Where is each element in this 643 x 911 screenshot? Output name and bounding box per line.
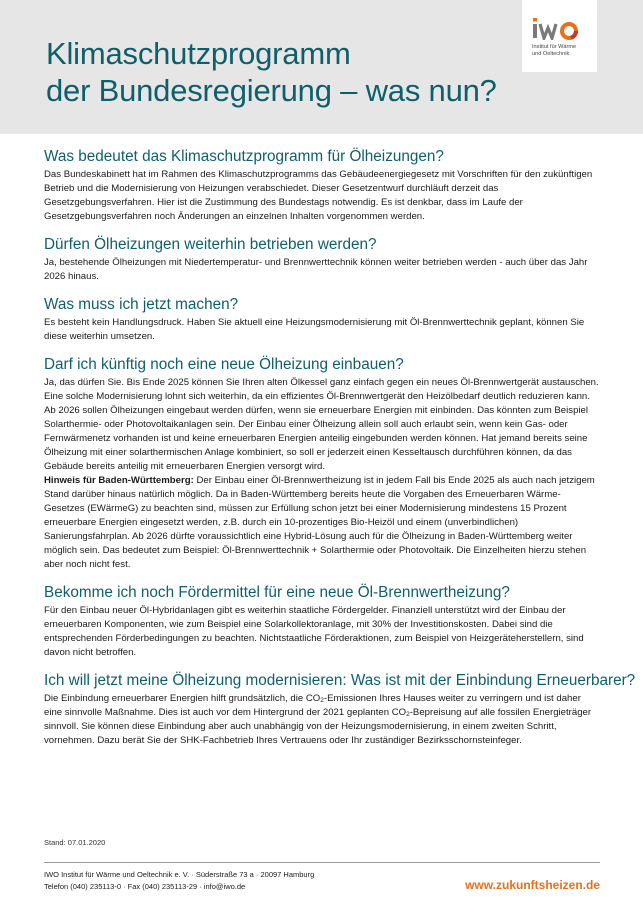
section-was-machen <box>44 296 600 344</box>
section-text: Ja, das dürfen Sie. Bis Ende 2025 können Sie Ihren alten Ölkessel ganz einfach gegen ein neues Öl-Brennwertgerät austauschen. Eine solche Modernisierung lohnt sich weiterhin, da ein effizientes Öl-Brennwertgerät den Heizölbedarf deutlich reduzieren kann. Ab 2026 sollen Ölheizungen eingebaut werden dürfen, wenn sie erneuerbare Energien mit einbinden. Das könnten zum Beispiel Solarthermie- oder Photovoltaikanlagen sein. Der Einbau einer Ölheizung allein soll auch erlaubt sein, wenn kein Gas- oder Fernwärmenetz vorhanden ist und keine erneuerbaren Energien anteilig eingebunden werden können. Hat jemand bereits seine Ölheizung mit einer solarthermischen Anlage kombiniert, so soll er jederzeit einen Kesseltausch durchführen können, da das Gebäude bereits anteilig mit erneuerbaren Energien versorgt wird. <box>44 377 599 472</box>
website-link[interactable]: www.zukunftsheizen.de <box>465 878 600 892</box>
section-neue-oelheizung <box>44 356 600 572</box>
section-title: Ich will jetzt meine Ölheizung modernisieren: Was ist mit der Einbindung Erneuerbarer? <box>44 672 636 689</box>
section-title: Darf ich künftig noch eine neue Ölheizung einbauen? <box>44 356 404 373</box>
section-erneuerbare <box>44 672 636 748</box>
section-title: Was muss ich jetzt machen? <box>44 296 239 313</box>
subscript: 2 <box>406 711 410 718</box>
main-content <box>44 148 636 760</box>
text-part: -Emissionen Ihres Hauses weiter zu verringern und ist daher eine sinnvolle Maßnahme. Dies ist auch vor dem Hintergrund der 2021 geplanten CO <box>44 693 581 718</box>
footer-address <box>44 869 314 892</box>
section-klimaschutzprogramm <box>44 148 600 224</box>
baden-wuerttemberg-hint <box>44 474 600 572</box>
page-title-line1: Klimaschutzprogramm <box>46 36 351 71</box>
text-part: Die Einbindung erneuerbarer Energien hilft grundsätzlich, die CO <box>44 693 321 704</box>
section-text: Ja, bestehende Ölheizungen mit Niedertemperatur- und Brennwerttechnik können weiter betrieben werden - auch über das Jahr 2026 hinaus. <box>44 257 588 282</box>
section-text: Für den Einbau neuer Öl-Hybridanlagen gibt es weiterhin staatliche Fördergelder. Finanziell unterstützt wird der Einbau der erneuerbaren Komponenten, wie zum Beispiel eine Solarkollektoranlage, mit 30% der Investitionskosten. Dabei sind die entsprechenden Förderbedingungen zu beachten. Nichtstaatliche Förderaktionen, zum Beispiel von Heizgeräteherstellern, sind davon nicht betroffen. <box>44 605 584 658</box>
section-title: Was bedeutet das Klimaschutzprogramm für Ölheizungen? <box>44 148 444 165</box>
logo-caption-line1: Institut für Wärme <box>532 44 577 50</box>
footer-address-line2: Telefon (040) 235113-0 · Fax (040) 235113-29 · info@iwo.de <box>44 881 246 891</box>
footer-divider <box>44 862 600 863</box>
hint-label: Hinweis für Baden-Württemberg: <box>44 475 194 486</box>
section-title: Dürfen Ölheizungen weiterhin betrieben werden? <box>44 236 377 253</box>
iwo-logo-mark <box>532 16 588 40</box>
section-foerdermittel <box>44 584 600 660</box>
page-title-line2: der Bundesregierung – was nun? <box>46 73 497 108</box>
hint-text: Der Einbau einer Öl-Brennwertheizung ist in jedem Fall bis Ende 2025 als auch nach jetzigem Stand darüber hinaus natürlich möglich. Da in Baden-Württemberg bereits heute die Vorgaben des Erneuerbaren Wärme-Gesetzes (EWärmeG) zu beachten sind, müssen zur Erfüllung schon jetzt bei einer Modernisierung mindestens 15 Prozent erneuerbare Energien eingesetzt werden, z.B. durch ein 10-prozentiges Bio-Heizöl und einem (unverbindlichen) Sanierungsfahrplan. Ab 2026 dürfte voraussichtlich eine Hybrid-Lösung auch für die Ölheizung in Baden-Württemberg weiter möglich sein. Das bedeutet zum Beispiel: Öl-Brennwerttechnik + Solarthermie oder Photovoltaik. Die Einzelheiten hierzu stehen aber noch nicht fest. <box>44 475 595 570</box>
section-text: Das Bundeskabinett hat im Rahmen des Klimaschutzprogramms das Gebäudeenergiegesetz mit Vorschriften für den zukünftigen Betrieb und die Modernisierung von Heizungen verabschiedet. Dieser Gesetzentwurf durchläuft derzeit das Gesetzgebungsverfahren. Hier ist die Zustimmung des Bundestags notwendig. Es ist denkbar, dass im Laufe der Gesetzgebungsverfahren noch Änderungen an einzelnen Inhalten vorgenommen werden. <box>44 169 593 222</box>
text-part: -Bepreisung auf alle fossilen Energieträger sinnvoll. Sie können diese Einbindung aber auch unabhängig von der Heizungsmodernisierung, in einem zweiten Schritt, vornehmen. Dazu berät Sie der SHK-Fachbetrieb Ihres Vertrauens oder Ihr zuständiger Bezirksschornsteinfeger. <box>44 707 592 746</box>
logo-caption-line2: und Oeltechnik <box>532 50 570 57</box>
footer-address-line1: IWO Institut für Wärme und Oeltechnik e. V. · Süderstraße 73 a · 20097 Hamburg <box>44 870 315 879</box>
page-title <box>46 35 497 109</box>
logo-caption <box>532 44 596 57</box>
section-title: Bekomme ich noch Fördermittel für eine neue Öl-Brennwertheizung? <box>44 584 510 601</box>
section-weiter-betreiben <box>44 236 600 284</box>
section-text: Es besteht kein Handlungsdruck. Haben Sie aktuell eine Heizungsmodernisierung mit Öl-Brennwerttechnik geplant, können Sie diese weiterhin umsetzen. <box>44 317 585 342</box>
stand-date: Stand: 07.01.2020 <box>44 838 106 847</box>
subscript: 2 <box>320 697 324 704</box>
section-text <box>44 692 600 748</box>
header-band <box>0 0 643 134</box>
iwo-logo <box>522 0 597 72</box>
